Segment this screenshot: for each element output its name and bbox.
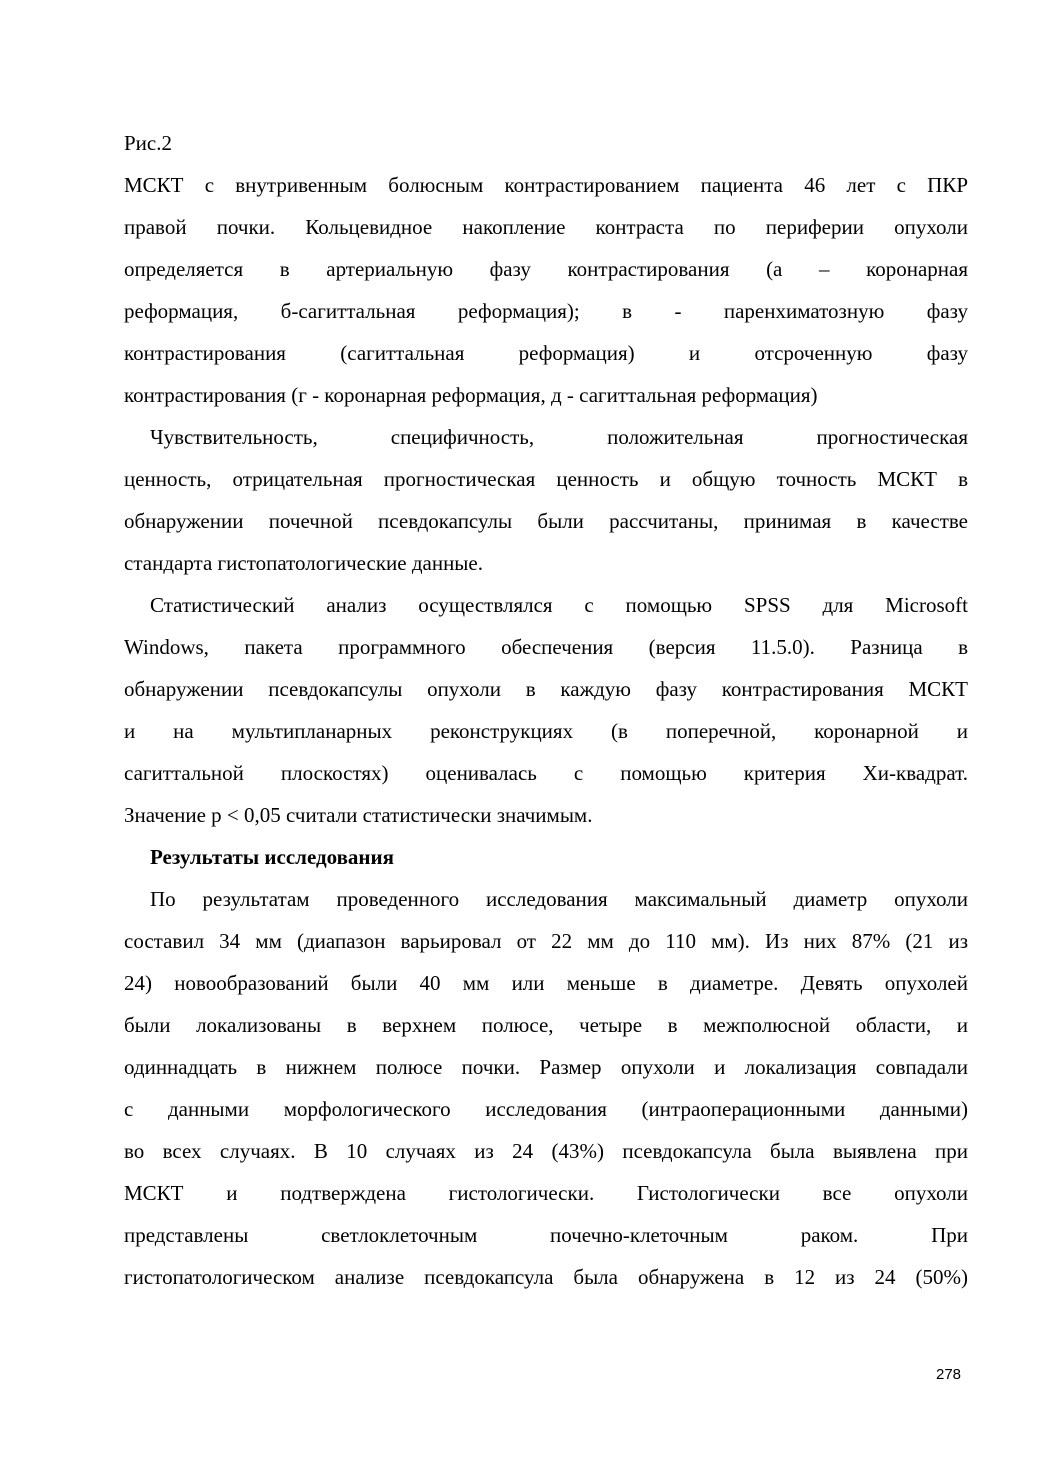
paragraph-line: были локализованы в верхнем полюсе, четыре в межполюсной области, и: [124, 1013, 968, 1037]
paragraph-line: представлены светлоклеточным почечно-клеточным раком. При: [124, 1223, 968, 1247]
paragraph-line: По результатам проведенного исследования максимальный диаметр опухоли: [150, 887, 968, 911]
paragraph-line: Значение р < 0,05 считали статистически значимым.: [124, 803, 593, 827]
caption-line: МСКТ с внутривенным болюсным контрастированием пациента 46 лет с ПКР: [124, 173, 968, 197]
paragraph-line: 24) новообразований были 40 мм или меньше в диаметре. Девять опухолей: [124, 971, 968, 995]
paragraph-line: составил 34 мм (диапазон варьировал от 22 мм до 110 мм). Из них 87% (21 из: [124, 929, 968, 953]
paragraph-line: во всех случаях. В 10 случаях из 24 (43%) псевдокапсула была выявлена при: [124, 1139, 968, 1163]
page-number: 278: [936, 1366, 962, 1383]
paragraph-line: МСКТ и подтверждена гистологически. Гистологически все опухоли: [124, 1181, 968, 1205]
paragraph-line: и на мультипланарных реконструкциях (в поперечной, коронарной и: [124, 719, 968, 743]
paragraph-sensitivity: [124, 416, 968, 584]
section-heading: Результаты исследования: [150, 845, 394, 869]
paragraph-line: Windows, пакета программного обеспечения (версия 11.5.0). Разница в: [124, 635, 968, 659]
figure-label: Рис.2: [124, 131, 172, 155]
paragraph-line: стандарта гистопатологические данные.: [124, 551, 483, 575]
caption-line: контрастирования (сагиттальная реформация) и отсроченную фазу: [124, 341, 968, 365]
caption-line: правой почки. Кольцевидное накопление контраста по периферии опухоли: [124, 215, 968, 239]
paragraph-line: сагиттальной плоскостях) оценивалась с помощью критерия Хи-квадрат.: [124, 761, 968, 785]
caption-line: контрастирования (г - коронарная реформация, д - сагиттальная реформация): [124, 383, 818, 407]
paragraph-line: Статистический анализ осуществлялся с помощью SPSS для Microsoft: [150, 593, 968, 617]
caption-line: реформация, б-сагиттальная реформация); в - паренхиматозную фазу: [124, 299, 968, 323]
caption-line: определяется в артериальную фазу контрастирования (а – коронарная: [124, 257, 968, 281]
paragraph-line: обнаружении псевдокапсулы опухоли в каждую фазу контрастирования МСКТ: [124, 677, 968, 701]
paragraph-line: гистопатологическом анализе псевдокапсула была обнаружена в 12 из 24 (50%): [124, 1265, 968, 1289]
paragraph-line: Чувствительность, специфичность, положительная прогностическая: [150, 425, 968, 449]
paragraph-statistics: [124, 584, 968, 836]
paragraph-results: [124, 878, 968, 1298]
document-body: [124, 122, 968, 1298]
paragraph-line: обнаружении почечной псевдокапсулы были рассчитаны, принимая в качестве: [124, 509, 968, 533]
paragraph-line: с данными морфологического исследования (интраоперационными данными): [124, 1097, 968, 1121]
paragraph-line: одиннадцать в нижнем полюсе почки. Размер опухоли и локализация совпадали: [124, 1055, 968, 1079]
paragraph-line: ценность, отрицательная прогностическая ценность и общую точность МСКТ в: [124, 467, 968, 491]
figure-caption: [124, 164, 968, 416]
